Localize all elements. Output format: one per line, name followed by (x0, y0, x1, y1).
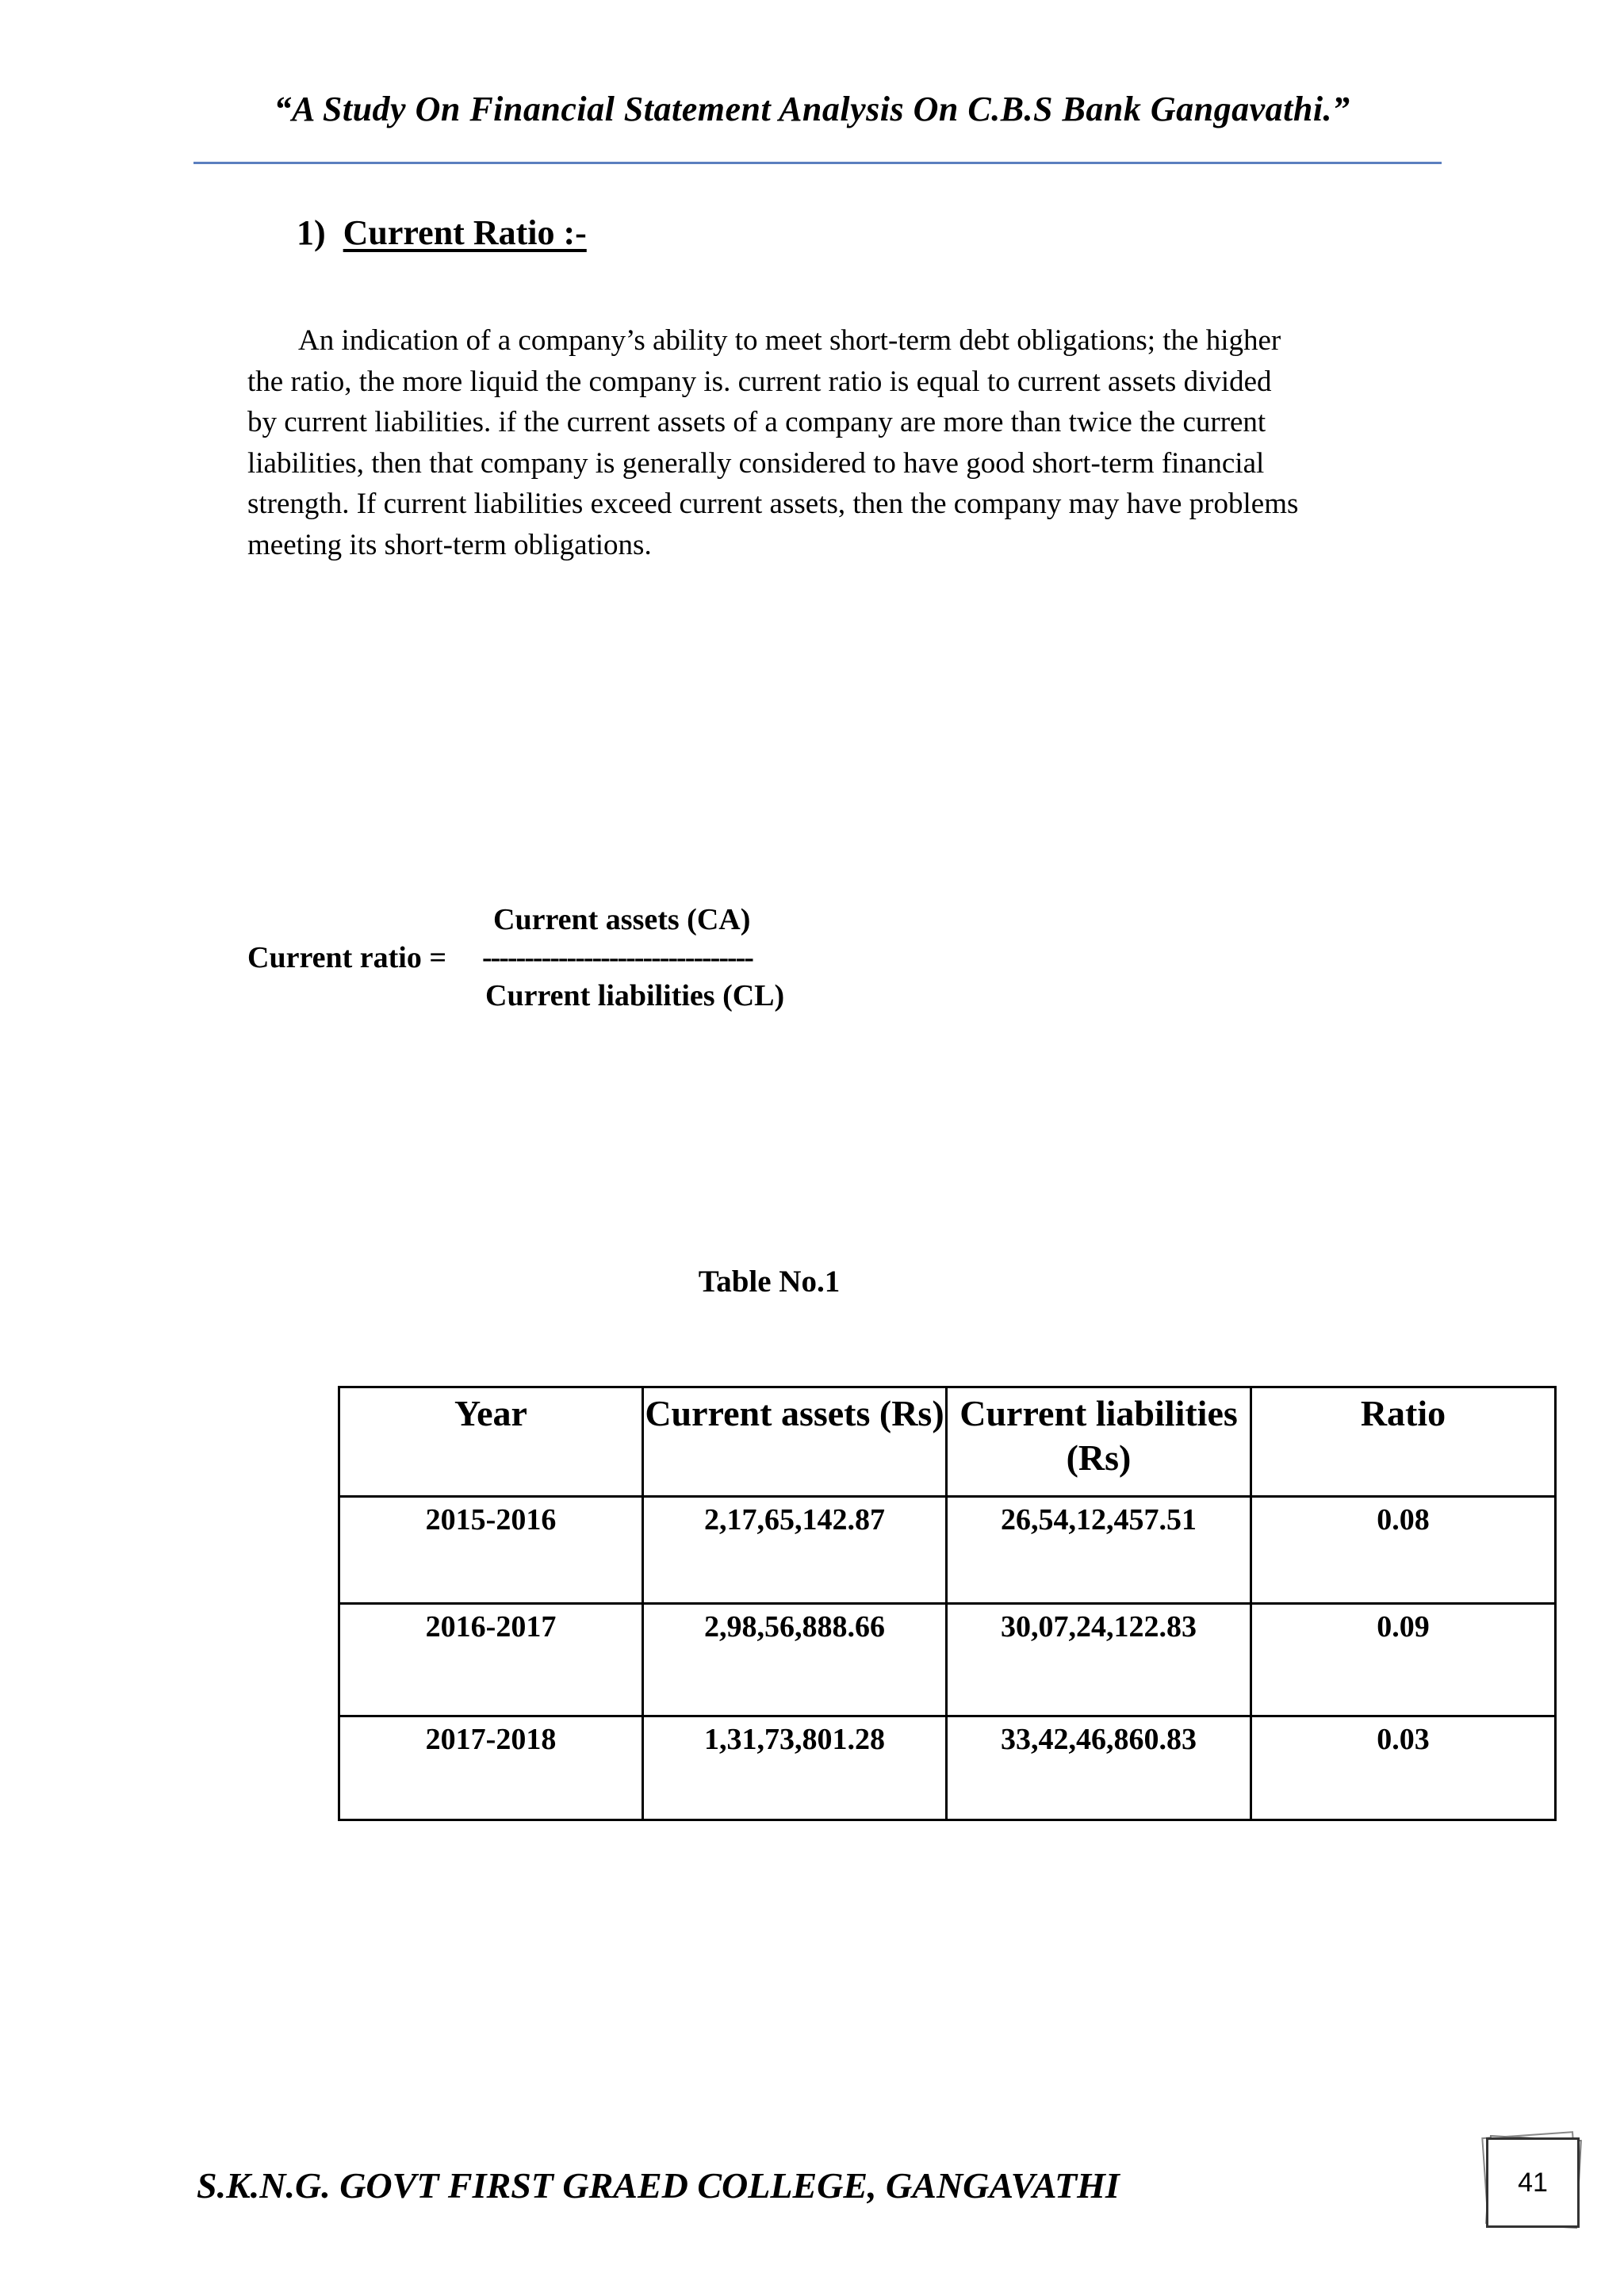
cell-current-liabilities: 30,07,24,122.83 (947, 1604, 1251, 1716)
table-header-row (339, 1387, 1556, 1497)
cell-current-liabilities: 33,42,46,860.83 (947, 1716, 1251, 1820)
paragraph-line: strength. If current liabilities exceed current assets, then the company may have problems (247, 488, 1299, 520)
table-row (339, 1497, 1556, 1604)
document-header-title: “A Study On Financial Statement Analysis On C.B.S Bank Gangavathi.” (274, 90, 1350, 128)
paragraph-line: the ratio, the more liquid the company is. current ratio is equal to current assets divided (247, 365, 1272, 398)
cell-current-assets: 2,17,65,142.87 (643, 1497, 947, 1604)
header-current-assets: Current assets (Rs) (643, 1387, 947, 1497)
paragraph-line: liabilities, then that company is generally considered to have good short-term financial (247, 446, 1265, 480)
formula-divider: -------------------------------- (482, 941, 753, 974)
table-row (339, 1604, 1556, 1716)
section-title: Current Ratio :- (343, 213, 587, 252)
page-number: 41 (1518, 2167, 1548, 2198)
table-caption: Table No.1 (698, 1265, 841, 1299)
paragraph-line: by current liabilities. if the current assets of a company are more than twice the current (247, 406, 1266, 438)
header-ratio: Ratio (1251, 1387, 1556, 1497)
section-heading (297, 212, 587, 253)
header-year: Year (339, 1387, 643, 1497)
table-row (339, 1716, 1556, 1820)
formula-numerator: Current assets (CA) (493, 903, 751, 936)
paragraph-line: An indication of a company’s ability to meet short-term debt obligations; the higher (298, 324, 1281, 357)
formula-left-side: Current ratio = (247, 941, 447, 974)
cell-ratio: 0.03 (1251, 1716, 1556, 1820)
cell-year: 2016-2017 (339, 1604, 643, 1716)
current-ratio-table (338, 1386, 1557, 1821)
page-sheet-front (1486, 2137, 1580, 2228)
cell-year: 2015-2016 (339, 1497, 643, 1604)
paragraph-line: meeting its short-term obligations. (247, 528, 652, 561)
header-current-liabilities: Current liabilities (Rs) (947, 1387, 1251, 1497)
cell-current-liabilities: 26,54,12,457.51 (947, 1497, 1251, 1604)
page-number-box (1483, 2133, 1580, 2228)
header-divider (193, 162, 1442, 164)
cell-current-assets: 2,98,56,888.66 (643, 1604, 947, 1716)
cell-current-assets: 1,31,73,801.28 (643, 1716, 947, 1820)
cell-ratio: 0.09 (1251, 1604, 1556, 1716)
footer-college-name: S.K.N.G. GOVT FIRST GRAED COLLEGE, GANGAVATHI (197, 2165, 1120, 2206)
cell-ratio: 0.08 (1251, 1497, 1556, 1604)
section-number: 1) (297, 213, 326, 252)
formula-denominator: Current liabilities (CL) (485, 979, 785, 1012)
cell-year: 2017-2018 (339, 1716, 643, 1820)
body-paragraph (247, 320, 1421, 565)
